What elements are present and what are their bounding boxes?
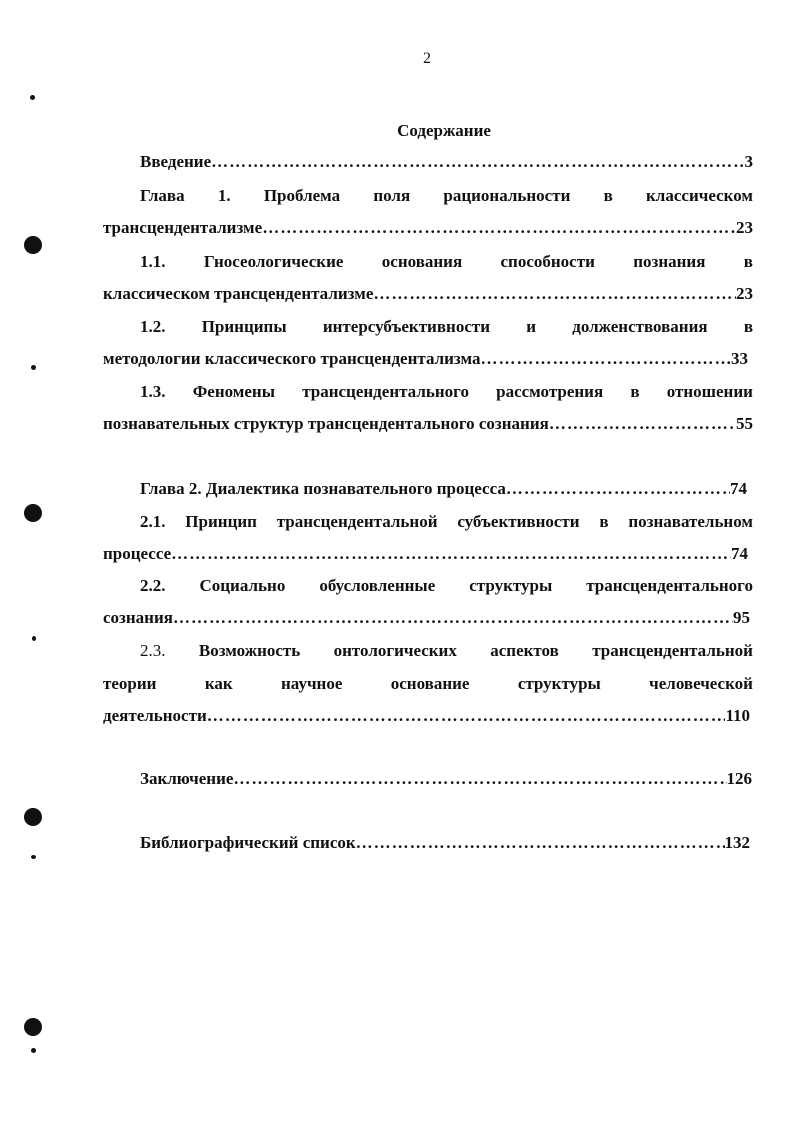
toc-entry-text: Заключение [140, 769, 234, 788]
speck-mark [31, 1048, 36, 1053]
toc-leader-dots [356, 831, 725, 855]
toc-leader-dots [373, 282, 736, 306]
toc-entry-text: познавательных структур трансцендентального сознания [103, 414, 549, 433]
page-title: Содержание [397, 121, 491, 140]
toc-word: интерсубъективности [322, 317, 491, 336]
toc-word: Принцип [185, 512, 257, 531]
toc-word: рациональности [443, 186, 571, 205]
toc-entry-page: 55 [736, 414, 753, 433]
toc-entry-section-1-3-line-2[interactable] [103, 412, 753, 436]
toc-word: долженствования [572, 317, 708, 336]
toc-word: трансцендентального [302, 382, 469, 401]
toc-entry-section-1-1-line-2[interactable] [103, 282, 753, 306]
toc-entry-text: методологии классического трансцендентализма [103, 349, 481, 368]
toc-entry-section-2-2-line-2[interactable] [103, 606, 750, 630]
toc-word: как [204, 674, 233, 693]
toc-leader-dots [506, 477, 730, 501]
toc-entry-section-1-3-line-1[interactable] [140, 380, 753, 404]
toc-word: основания [381, 252, 463, 271]
toc-word: в [599, 512, 609, 531]
toc-word: 2.2. [140, 576, 166, 595]
toc-word: и [526, 317, 537, 336]
toc-word: обусловленные [319, 576, 436, 595]
toc-entry-text: деятельности [103, 706, 207, 725]
toc-word: познавательном [628, 512, 753, 531]
toc-word: способности [500, 252, 595, 271]
toc-word: трансцендентальной [276, 512, 438, 531]
toc-entry-text: Глава 2. Диалектика познавательного процесса [140, 479, 506, 498]
toc-leader-dots [480, 347, 731, 371]
toc-word: в [743, 317, 753, 336]
binding-hole-mark [24, 808, 42, 826]
toc-entry-section-1-2-line-1[interactable] [140, 315, 753, 339]
toc-word: Проблема [263, 186, 341, 205]
toc-entry-section-1-1-line-1[interactable] [140, 250, 753, 274]
toc-entry-section-1-2-line-2[interactable] [103, 347, 748, 371]
toc-word: 2.1. [140, 512, 166, 531]
toc-entry-section-2-1-line-1[interactable] [140, 510, 753, 534]
toc-word: онтологических [333, 641, 457, 660]
toc-entry-section-2-3-line-1[interactable] [140, 639, 753, 663]
toc-word: теории [103, 674, 157, 693]
toc-entry-conclusion[interactable] [140, 767, 752, 791]
toc-entry-page: 33 [731, 349, 748, 368]
toc-entry-page: 95 [733, 608, 750, 627]
toc-word: 1.2. [140, 317, 166, 336]
toc-leader-dots [549, 412, 736, 436]
toc-section-number: 2.3. [140, 641, 166, 660]
toc-word: Принципы [201, 317, 287, 336]
toc-leader-dots [171, 542, 731, 566]
toc-word: научное [281, 674, 343, 693]
toc-word: 1. [217, 186, 231, 205]
toc-word: человеческой [649, 674, 753, 693]
toc-leader-dots [207, 704, 726, 728]
speck-mark [31, 365, 36, 370]
toc-entry-section-2-3-line-2[interactable] [103, 672, 753, 696]
toc-leader-dots [173, 606, 733, 630]
binding-hole-mark [24, 504, 42, 522]
toc-entry-text: Введение [140, 152, 212, 171]
toc-entry-page: 132 [724, 833, 750, 852]
toc-entry-page: 23 [736, 284, 753, 303]
toc-word: познания [633, 252, 706, 271]
toc-entry-text: трансцендентализме [103, 218, 263, 237]
toc-word: трансцендентального [586, 576, 753, 595]
toc-word: отношении [666, 382, 753, 401]
binding-hole-mark [24, 236, 42, 254]
toc-entry-chapter-1-line-2[interactable] [103, 216, 753, 240]
toc-entry-page: 74 [730, 479, 747, 498]
toc-entry-chapter-2[interactable] [140, 477, 747, 501]
toc-word: в [630, 382, 640, 401]
toc-word: 1.1. [140, 252, 166, 271]
speck-mark [30, 95, 35, 100]
toc-word: трансцендентальной [592, 641, 753, 660]
toc-leader-dots [262, 216, 736, 240]
toc-word: аспектов [490, 641, 559, 660]
toc-word: Глава [140, 186, 185, 205]
toc-entry-bibliography[interactable] [140, 831, 750, 855]
toc-entry-section-2-2-line-1[interactable] [140, 574, 753, 598]
toc-word: Гносеологические [203, 252, 344, 271]
page-number: 2 [423, 50, 431, 67]
toc-word: 1.3. [140, 382, 166, 401]
toc-entry-page: 23 [736, 218, 753, 237]
toc-leader-dots [233, 767, 726, 791]
toc-entry-page: 126 [726, 769, 752, 788]
toc-entry-chapter-1-line-1[interactable] [140, 184, 753, 208]
toc-word: субъективности [457, 512, 580, 531]
toc-entry-text: процессе [103, 544, 172, 563]
toc-word: структуры [517, 674, 601, 693]
toc-word: классическом [646, 186, 753, 205]
toc-word: Возможность [198, 641, 301, 660]
toc-leader-dots [211, 150, 744, 174]
toc-word: структуры [469, 576, 553, 595]
toc-word: в [743, 252, 753, 271]
toc-word: в [603, 186, 613, 205]
toc-entry-intro[interactable] [140, 150, 753, 174]
toc-entry-text: классическом трансцендентализме [103, 284, 374, 303]
toc-entry-section-2-1-line-2[interactable] [103, 542, 748, 566]
toc-entry-page: 110 [725, 706, 750, 725]
toc-word: поля [373, 186, 411, 205]
toc-entry-text: Библиографический список [140, 833, 356, 852]
toc-word: Социально [199, 576, 286, 595]
binding-hole-mark [24, 1018, 42, 1036]
speck-mark [32, 636, 36, 641]
toc-word: основание [390, 674, 470, 693]
toc-entry-text: сознания [103, 608, 173, 627]
toc-word: рассмотрения [496, 382, 604, 401]
toc-entry-section-2-3-line-3[interactable] [103, 704, 750, 728]
toc-entry-page: 3 [744, 152, 753, 171]
speck-mark [31, 855, 36, 859]
toc-word: Феномены [192, 382, 275, 401]
toc-entry-page: 74 [731, 544, 748, 563]
